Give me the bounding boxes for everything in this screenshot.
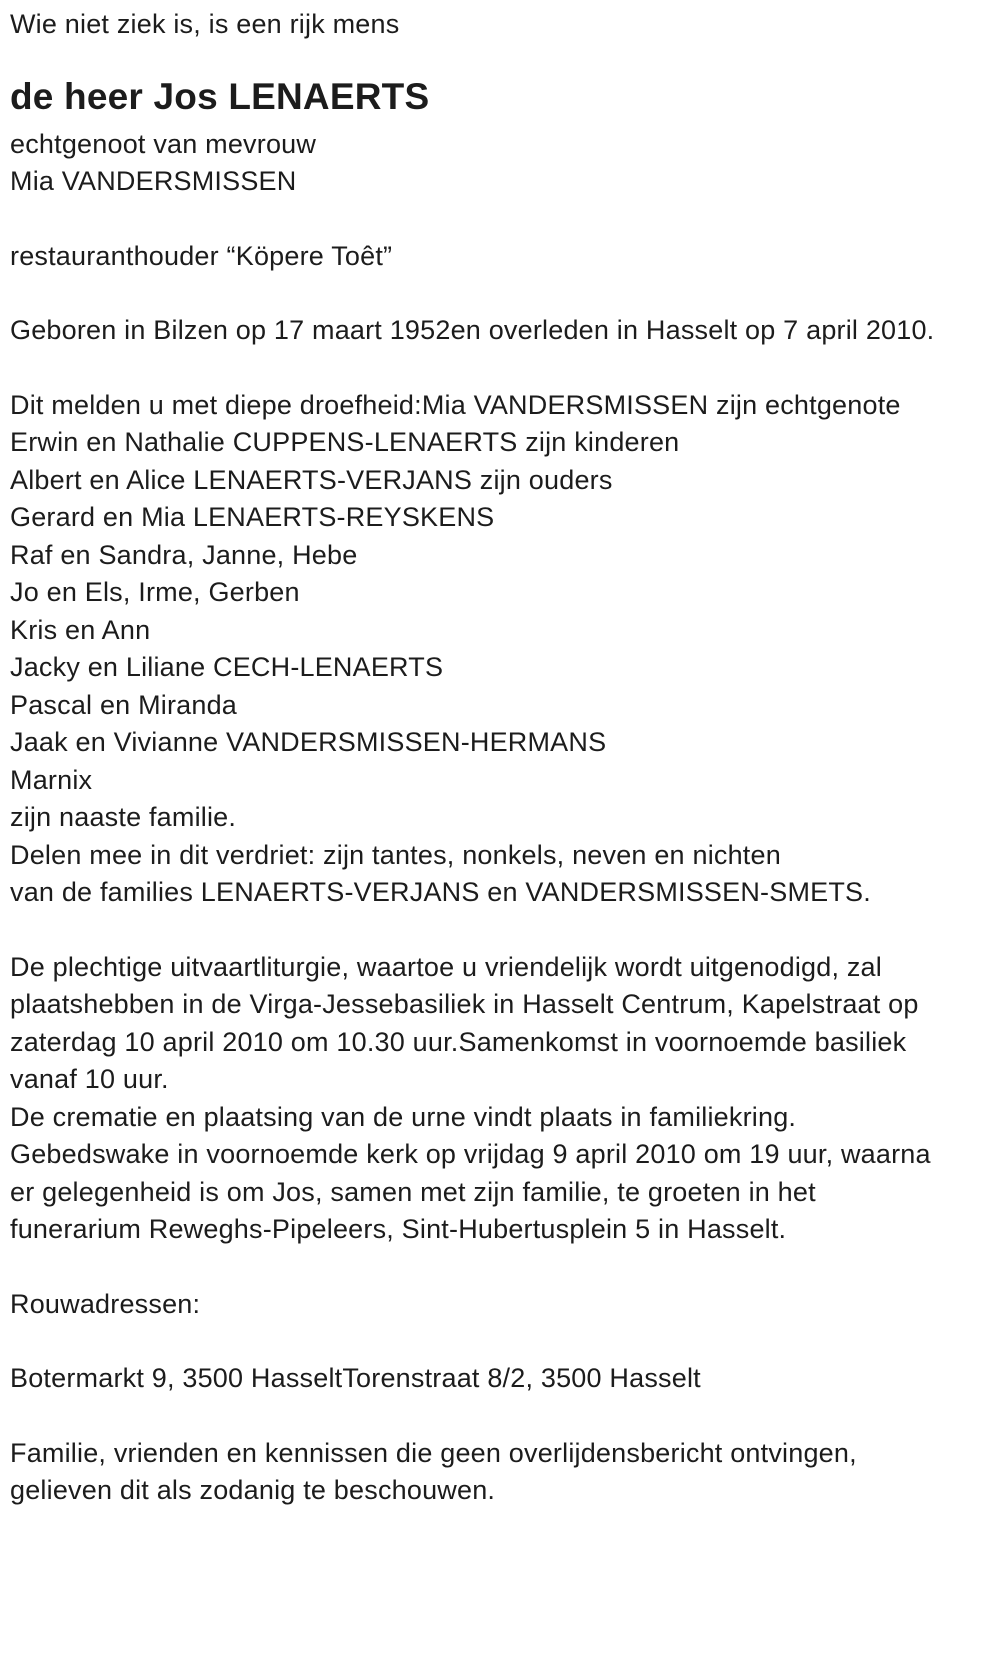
spouse-intro-line: echtgenoot van mevrouw [10,128,317,159]
family-line: Erwin en Nathalie CUPPENS-LENAERTS zijn kinderen [10,427,680,457]
birth-death-line: Geboren in Bilzen op 17 maart 1952en overleden in Hasselt op 7 april 2010. [10,315,935,345]
deceased-name-title: de heer Jos LENAERTS [10,75,430,117]
family-line: Delen mee in dit verdriet: zijn tantes, nonkels, neven en nichten [10,839,781,870]
family-announcement-block [10,387,942,912]
family-line: Gerard en Mia LENAERTS-REYSKENS [10,502,495,532]
spouse-block [10,126,942,201]
family-line: Jo en Els, Irme, Gerben [10,577,300,607]
ceremony-paragraph: De plechtige uitvaartliturgie, waartoe u vriendelijk wordt uitgenodigd, zal plaatshebben in de Virga-Jessebasiliek in Hasselt Centrum, Kapelstraat op zaterdag 10 april 2010 om 10.30 uur.Samenkomst in voornoemde basiliek vanaf 10 uur. [10,951,919,1094]
profession-line: restauranthouder “Köpere Toêt” [10,240,393,271]
family-line: Jaak en Vivianne VANDERSMISSEN-HERMANS [10,727,607,757]
family-line: Kris en Ann [10,614,151,645]
wake-paragraph: Gebedswake in voornoemde kerk op vrijdag 9 april 2010 om 19 uur, waarna er gelegenheid is om Jos, samen met zijn familie, te groeten in het funerarium Reweghs-Pipeleers, Sint-Hubertusplein 5 in Hasselt. [10,1139,931,1244]
opening-quote: Wie niet ziek is, is een rijk mens [10,9,400,39]
ceremony-block [10,949,942,1249]
mourning-addresses-label: Rouwadressen: [10,1288,201,1319]
family-line: Marnix [10,764,93,795]
closing-note: Familie, vrienden en kennissen die geen overlijdensbericht ontvingen, gelieven dit als zodanig te beschouwen. [10,1437,857,1505]
mourning-addresses-line: Botermarkt 9, 3500 HasseltTorenstraat 8/2, 3500 Hasselt [10,1363,701,1393]
family-line: Jacky en Liliane CECH-LENAERTS [10,652,444,682]
family-line: Albert en Alice LENAERTS-VERJANS zijn ouders [10,464,613,495]
spouse-name-line: Mia VANDERSMISSEN [10,166,297,196]
family-line: Raf en Sandra, Janne, Hebe [10,539,358,570]
cremation-paragraph: De crematie en plaatsing van de urne vindt plaats in familiekring. [10,1101,797,1132]
family-line: Dit melden u met diepe droefheid:Mia VANDERSMISSEN zijn echtgenote [10,389,901,420]
family-line: van de families LENAERTS-VERJANS en VANDERSMISSEN-SMETS. [10,877,871,907]
family-line: zijn naaste familie. [10,802,237,832]
family-line: Pascal en Miranda [10,689,238,720]
